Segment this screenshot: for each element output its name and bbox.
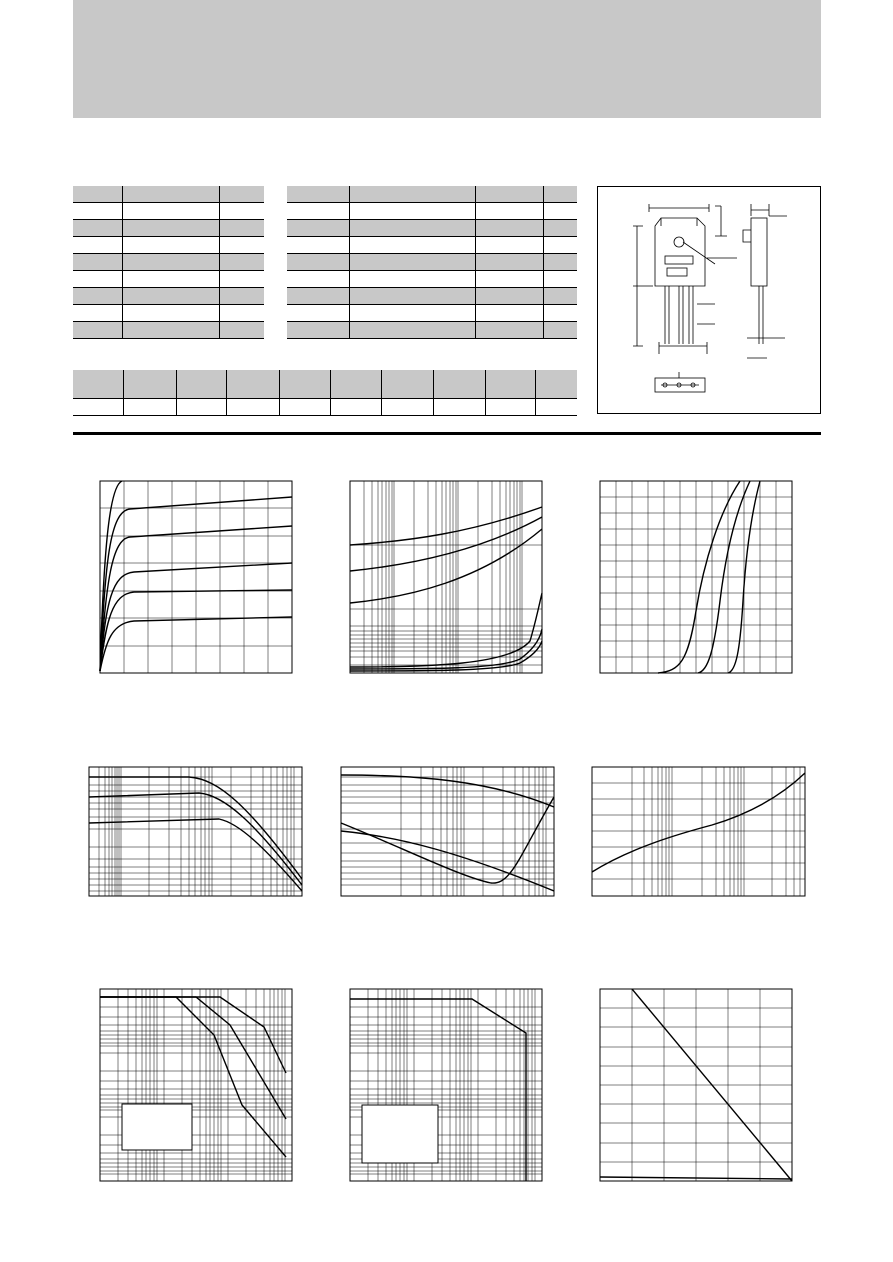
graph-legend-box [122,1104,192,1150]
electrical-characteristics-table [287,186,577,339]
header-band [73,0,821,118]
graph-temperature-characteristics [341,767,554,896]
graph-output-characteristics [100,481,292,673]
graph-frequency-response [89,767,302,896]
graph-reverse-bias-soa [350,989,542,1181]
graph-thermal-characteristic [592,767,805,896]
section-rule [73,432,821,435]
graph-transfer-characteristics [600,481,792,673]
switching-characteristics-table [73,370,577,416]
graph-power-derating [600,989,792,1181]
graph-legend-box [362,1105,438,1163]
graph-safe-operating-area [100,989,292,1181]
package-outline-drawing [597,186,821,414]
graph-log-characteristics [350,481,542,673]
absolute-ratings-table [73,186,264,339]
